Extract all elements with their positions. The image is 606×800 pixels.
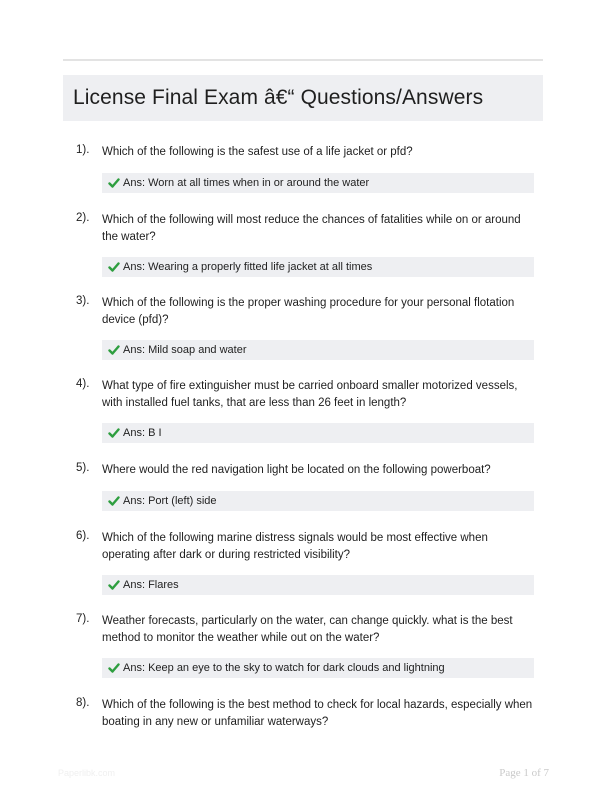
question-item-5 bbox=[76, 462, 536, 511]
title-banner bbox=[63, 75, 543, 121]
question-item-7 bbox=[76, 613, 536, 678]
answer-text: Ans: Port (left) side bbox=[123, 494, 217, 507]
answer-box bbox=[102, 340, 534, 360]
question-text: Where would the red navigation light be located on the following powerboat? bbox=[102, 464, 491, 476]
question-item-8 bbox=[76, 697, 536, 730]
question-text: Weather forecasts, particularly on the water, can change quickly. what is the best method to monitor the weather while out on the water? bbox=[102, 615, 513, 644]
question-item-4 bbox=[76, 378, 536, 443]
check-icon bbox=[108, 427, 120, 439]
footer-site-watermark: Paperlibk.com bbox=[58, 768, 116, 778]
answer-box bbox=[102, 173, 534, 193]
question-text: Which of the following is the best method to check for local hazards, especially when boating in any new or unfamiliar waterways? bbox=[102, 699, 533, 728]
question-number: 5). bbox=[76, 462, 90, 474]
answer-text: Ans: Wearing a properly fitted life jacket at all times bbox=[123, 261, 373, 273]
check-icon bbox=[108, 579, 120, 591]
question-item-6 bbox=[76, 530, 536, 595]
check-icon bbox=[108, 344, 120, 356]
question-number: 2). bbox=[76, 212, 90, 224]
question-item-2 bbox=[76, 212, 536, 277]
check-icon bbox=[108, 177, 120, 189]
question-number: 8). bbox=[76, 697, 90, 709]
page-title: License Final Exam â€“ Questions/Answers bbox=[73, 86, 484, 109]
question-item-3 bbox=[76, 295, 536, 360]
page-indicator: Page 1 of 7 bbox=[499, 767, 549, 779]
answer-box bbox=[102, 257, 534, 277]
answer-box bbox=[102, 491, 534, 511]
question-number: 6). bbox=[76, 530, 90, 542]
question-text: Which of the following is the safest use of a life jacket or pfd? bbox=[102, 146, 413, 158]
top-rule bbox=[63, 59, 543, 61]
answer-text: Ans: Keep an eye to the sky to watch for dark clouds and lightning bbox=[123, 662, 445, 674]
answer-text: Ans: Mild soap and water bbox=[123, 344, 247, 356]
check-icon bbox=[108, 261, 120, 273]
question-number: 7). bbox=[76, 613, 90, 625]
question-text: What type of fire extinguisher must be carried onboard smaller motorized vessels, with installed fuel tanks, that are less than 26 feet in length? bbox=[102, 380, 518, 409]
question-item-1 bbox=[76, 144, 536, 193]
answer-text: Ans: B I bbox=[123, 427, 162, 439]
answer-box bbox=[102, 658, 534, 678]
answer-text: Ans: Flares bbox=[123, 579, 179, 591]
answer-box bbox=[102, 423, 534, 443]
question-number: 1). bbox=[76, 144, 90, 156]
answer-text: Ans: Worn at all times when in or around the water bbox=[123, 176, 370, 189]
question-number: 4). bbox=[76, 378, 90, 390]
question-text: Which of the following is the proper washing procedure for your personal flotation device (pfd)? bbox=[102, 297, 515, 326]
question-text: Which of the following marine distress signals would be most effective when operating after dark or during restricted visibility? bbox=[102, 532, 488, 561]
question-text: Which of the following will most reduce the chances of fatalities while on or around the water? bbox=[102, 214, 521, 243]
check-icon bbox=[108, 662, 120, 674]
answer-box bbox=[102, 575, 534, 595]
question-number: 3). bbox=[76, 295, 90, 307]
check-icon bbox=[108, 495, 120, 507]
